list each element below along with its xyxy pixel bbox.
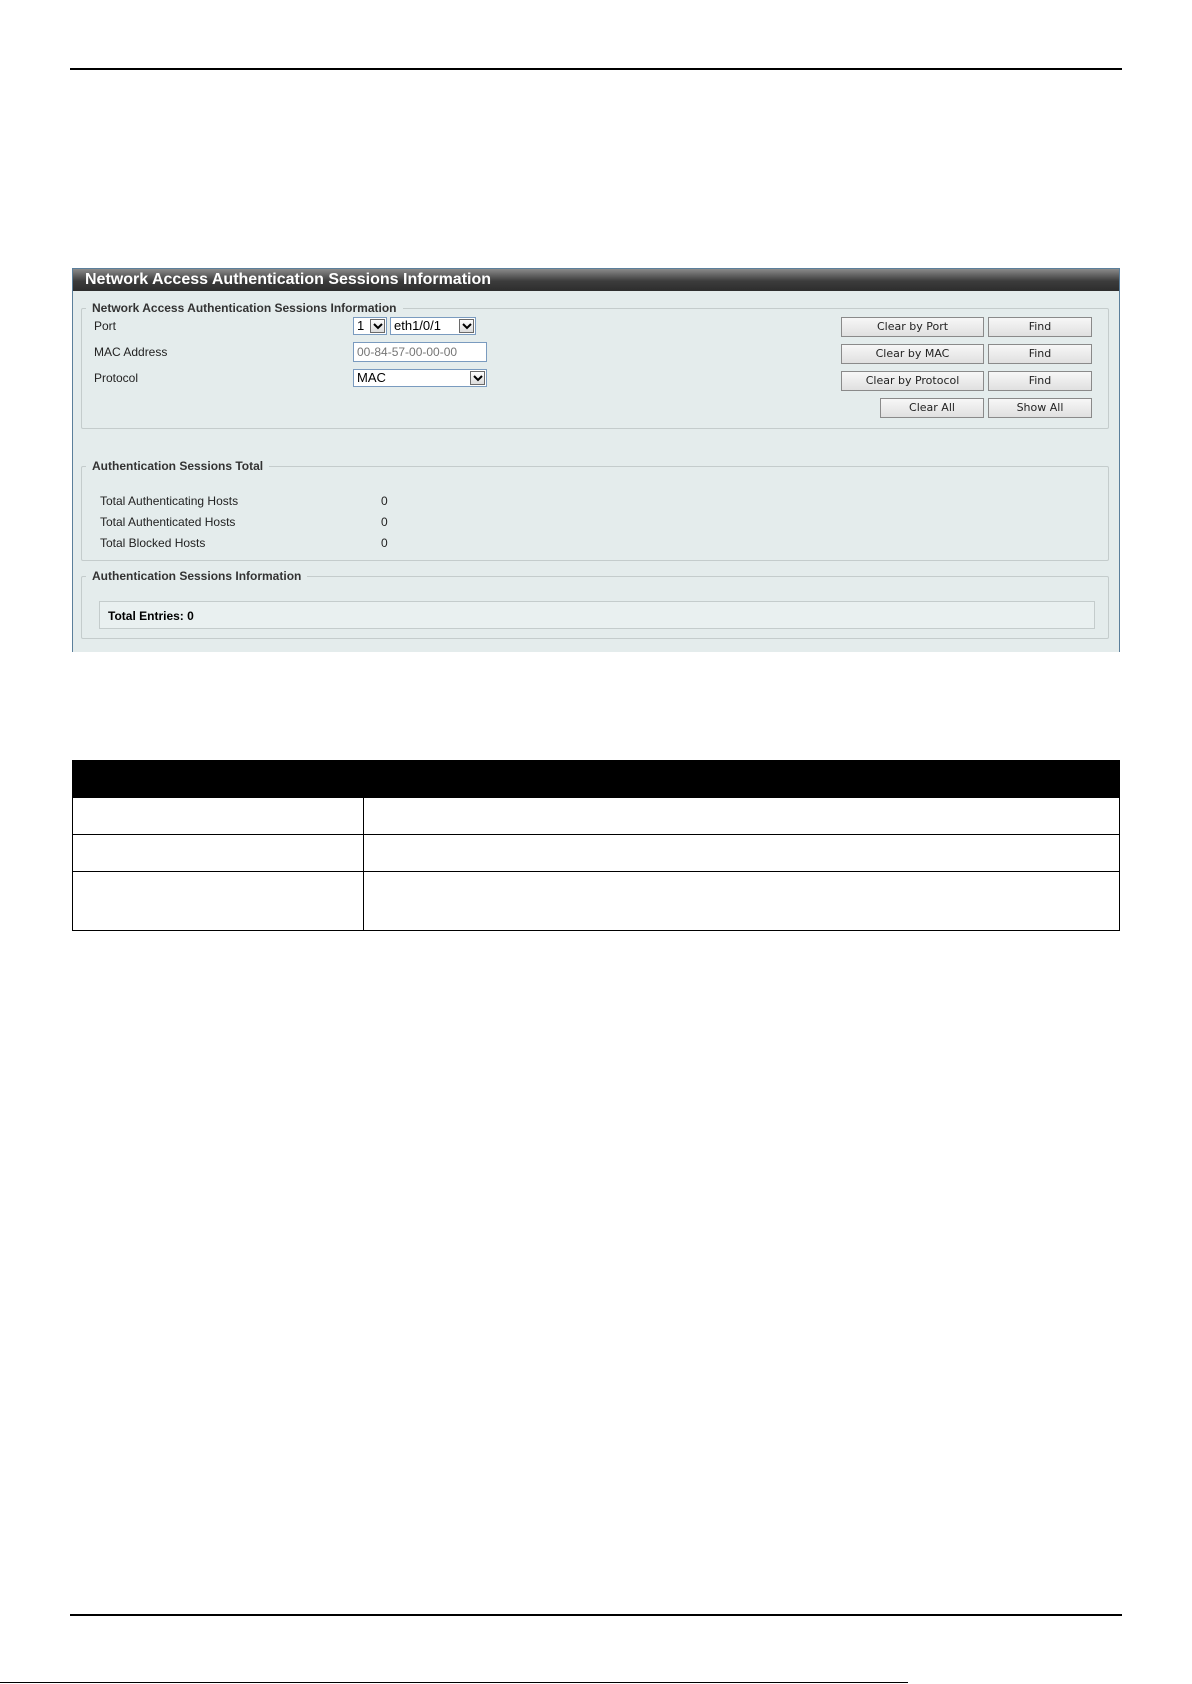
protocol-select-value: MAC (357, 370, 386, 385)
find-protocol-button[interactable]: Find (988, 371, 1092, 391)
table-row (73, 798, 1120, 835)
mac-address-label: MAC Address (94, 345, 168, 359)
chevron-down-icon (459, 319, 474, 333)
find-mac-button[interactable]: Find (988, 344, 1092, 364)
table-cell (364, 872, 1120, 931)
bottom-rule (70, 1614, 1122, 1616)
table-row (73, 835, 1120, 872)
table-header-cell (364, 761, 1120, 798)
chevron-down-icon (470, 371, 485, 385)
table-cell (364, 835, 1120, 872)
unit-select[interactable] (353, 317, 387, 335)
parameter-table (72, 760, 1120, 931)
total-authenticating-label: Total Authenticating Hosts (100, 494, 239, 508)
table-cell (73, 798, 364, 835)
table-cell (73, 872, 364, 931)
port-select[interactable] (390, 317, 476, 335)
clear-by-port-button[interactable]: Clear by Port (841, 317, 984, 337)
show-all-button[interactable]: Show All (988, 398, 1092, 418)
info-legend: Authentication Sessions Information (92, 569, 302, 583)
chevron-down-icon (370, 319, 385, 333)
table-cell (73, 835, 364, 872)
table-cell (364, 798, 1120, 835)
totals-fieldset (81, 459, 1109, 561)
total-authenticating-value: 0 (381, 494, 388, 508)
panel-title: Network Access Authentication Sessions Information (73, 269, 1119, 291)
clear-by-protocol-button[interactable]: Clear by Protocol (841, 371, 984, 391)
footer-rule (0, 1682, 908, 1683)
total-blocked-value: 0 (381, 536, 388, 550)
protocol-label: Protocol (94, 371, 139, 385)
find-port-button[interactable]: Find (988, 317, 1092, 337)
protocol-select[interactable] (353, 369, 487, 387)
total-authenticated-label: Total Authenticated Hosts (100, 515, 236, 529)
port-select-value: eth1/0/1 (394, 318, 441, 333)
query-legend: Network Access Authentication Sessions Information (92, 301, 397, 315)
totals-legend: Authentication Sessions Total (92, 459, 264, 473)
table-header-cell (73, 761, 364, 798)
table-row (73, 872, 1120, 931)
total-authenticated-value: 0 (381, 515, 388, 529)
table-header-row (73, 761, 1120, 798)
clear-by-mac-button[interactable]: Clear by MAC (841, 344, 984, 364)
total-entries: Total Entries: 0 (99, 601, 1095, 629)
clear-all-button[interactable]: Clear All (880, 398, 984, 418)
port-label: Port (94, 319, 117, 333)
unit-select-value: 1 (357, 318, 365, 333)
top-rule (70, 68, 1122, 70)
sessions-panel (72, 268, 1120, 652)
total-blocked-label: Total Blocked Hosts (100, 536, 206, 550)
mac-address-input[interactable] (353, 342, 487, 362)
